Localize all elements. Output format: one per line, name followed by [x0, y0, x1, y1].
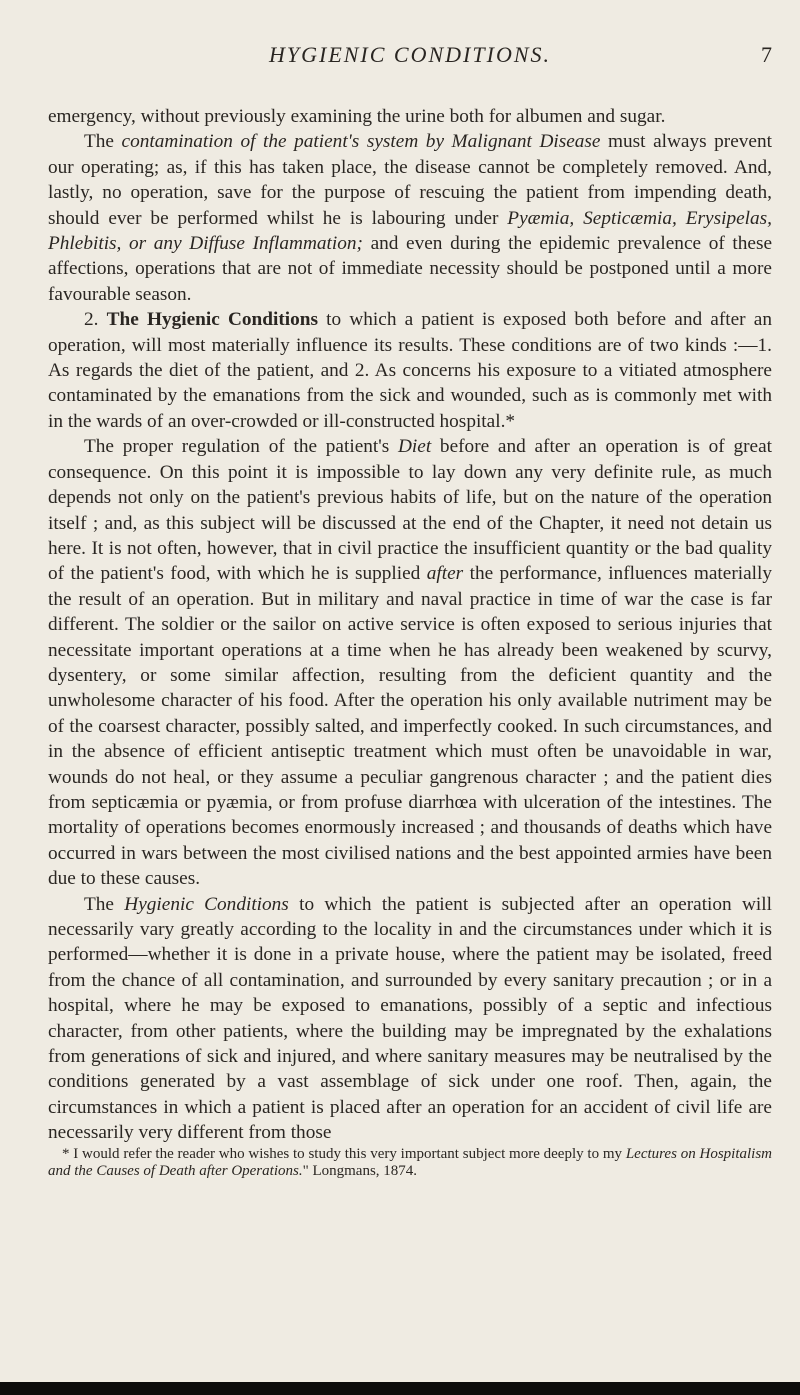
- paragraph-text: The: [84, 131, 122, 153]
- footnote-text: * I would refer the reader who wishes to study this very important subject more deeply to my: [62, 1145, 626, 1162]
- paragraph-post-operative-conditions: [48, 892, 772, 1146]
- section-number: 2.: [84, 309, 107, 331]
- paragraph-text: before and after an operation is of great consequence. On this point it is impossible to lay down any very definite rule, as much depends not only on the patient's previous habits of life, but on the nature of the operation itself ; and, as this subject will be discussed at the end of the Chapter, it need not detain us here. It is not often, however, that in civil practice the insufficient quantity or the bad quality of the patient's food, with which he is supplied: [48, 436, 772, 585]
- footnote-text: " Longmans, 1874.: [302, 1162, 418, 1179]
- running-head: HYGIENIC CONDITIONS.: [268, 42, 552, 67]
- italic-topic: contamination of the patient's system by Malignant Disease: [121, 131, 601, 153]
- footnote-book-title: Lectures on Hospitalism and the Causes of Death after Operations.: [48, 1145, 772, 1179]
- italic-term: Hygienic Conditions: [124, 893, 289, 915]
- italic-term: after: [426, 563, 464, 585]
- italic-term: Diet: [397, 436, 432, 458]
- bottom-border: [0, 1382, 800, 1395]
- body-text: [48, 104, 772, 1180]
- paragraph-text: The: [84, 893, 125, 915]
- paragraph-malignant-disease: [48, 129, 772, 307]
- book-page: [48, 0, 772, 1180]
- paragraph-text: must always prevent our operating; as, if this has taken place, the disease cannot be completely removed. And, lastly, no operation, save for the purpose of rescuing the patient from impending death, should ever be performed whilst he is labouring under: [48, 131, 772, 229]
- footnote: [48, 1146, 772, 1180]
- section-heading: The Hygienic Conditions: [106, 309, 318, 331]
- page-header: [48, 42, 772, 82]
- paragraph-continuation: [48, 104, 772, 129]
- paragraph-text: to which the patient is subjected after an operation will necessarily vary greatly according to the locality in and the circumstances under which it is performed—whether it is done in a private house, where the patient may be isolated, freed from the chance of all contamination, and surrounded by every sanitary precaution ; or in a hospital, where he may be exposed to emanations, possibly of a septic and infectious character, from other patients, where the building may be impregnated by the exhalations from generations of sick and injured, and where sanitary measures may be neutralised by the conditions generated by a vast assemblage of sick under one roof. Then, again, the circumstances in which a patient is placed after an operation for an accident of civil life are necessarily very different from those: [48, 893, 772, 1144]
- paragraph-text: The proper regulation of the patient's: [84, 436, 398, 458]
- paragraph-text: to which a patient is exposed both before and after an operation, will most materially influence its results. These conditions are of two kinds :—1. As regards the diet of the patient, and 2. As concerns his exposure to a vitiated atmosphere contaminated by the emanations from the sick and wounded, such as is commonly met with in the wards of an over-crowded or ill-constructed hospital.*: [48, 309, 772, 432]
- paragraph-hygienic-conditions: [48, 307, 772, 434]
- italic-disease-list: Pyæmia, Septicæmia, Erysipelas, Phlebitis, or any Diffuse Inflammation;: [48, 207, 772, 255]
- paragraph-text: and even during the epidemic prevalence of these affections, operations that are not of immediate necessity should be postponed until a more favourable season.: [48, 233, 773, 305]
- paragraph-text: the performance, influences materially the result of an operation. But in military and naval practice in time of war the case is far different. The soldier or the sailor on active service is often exposed to serious injuries that necessitate important operations at a time when he has already been weakened by scurvy, dysentery, or some similar affection, resulting from the deficient quantity and the unwholesome character of his food. After the operation his only available nutriment may be of the coarsest character, possibly salted, and imperfectly cooked. In such circumstances, and in the absence of efficient antiseptic treatment which must often be unavoidable in war, wounds do not heal, or they assume a peculiar gangrenous character ; and the patient dies from septicæmia or pyæmia, or from profuse diarrhœa with ulceration of the intestines. The mortality of operations becomes enormously increased ; and thousands of deaths which have occurred in wars between the most civilised nations and the best appointed armies have been due to these causes.: [48, 563, 773, 890]
- page-number: 7: [761, 42, 772, 67]
- paragraph-diet: [48, 434, 772, 891]
- paragraph-text: emergency, without previously examining the urine both for albumen and sugar.: [48, 106, 666, 127]
